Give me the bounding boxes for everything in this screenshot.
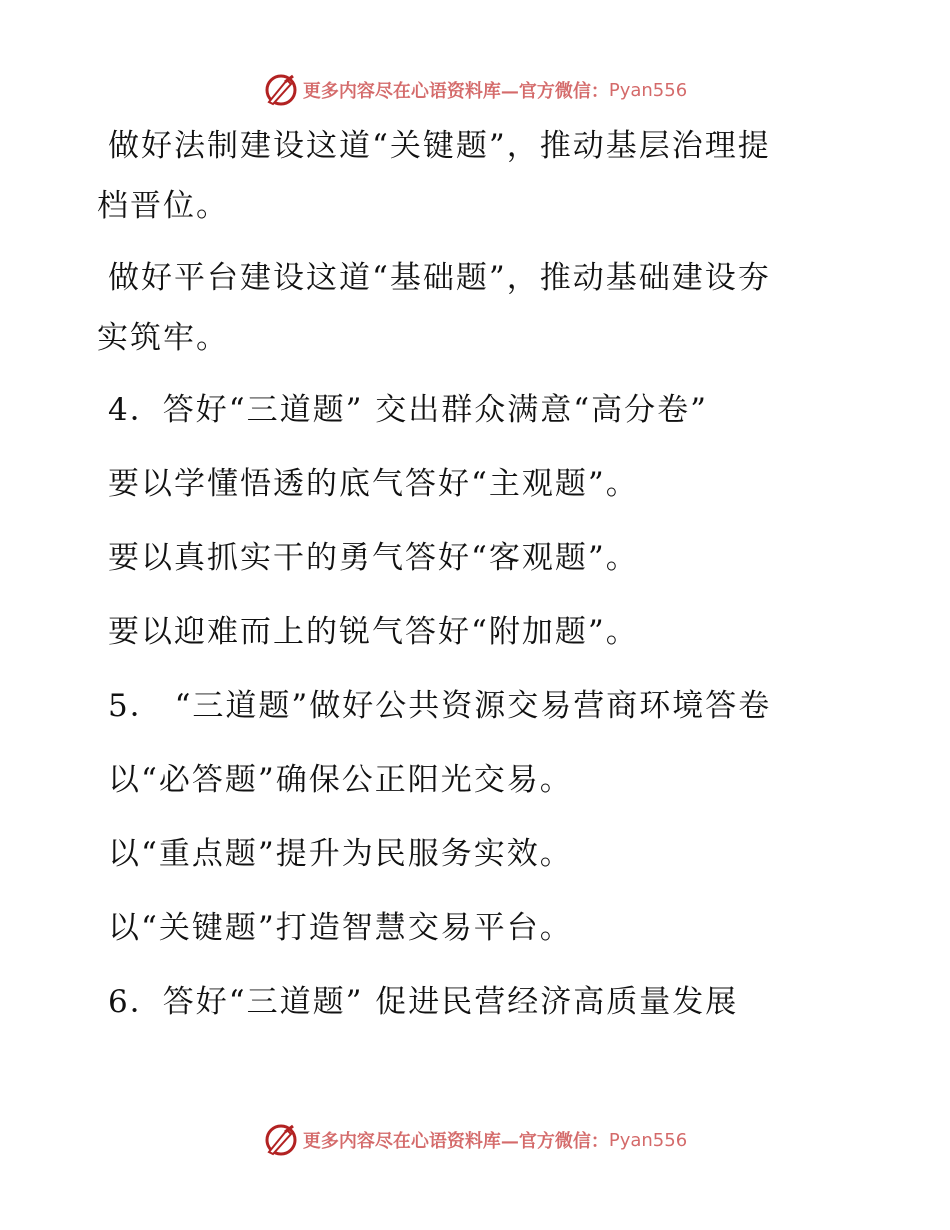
- body-line: 做好法制建设这道“关键题”，推动基层治理提: [108, 128, 771, 164]
- body-line: 要以学懂悟透的底气答好“主观题”。: [108, 466, 639, 502]
- watermark-banner-bottom: [0, 1120, 950, 1160]
- body-line: 以“必答题”确保公正阳光交易。: [108, 762, 573, 798]
- body-line: 以“关键题”打造智慧交易平台。: [108, 910, 573, 946]
- watermark-text: 更多内容尽在心语资料库—官方微信：: [302, 81, 609, 102]
- section-heading: 6．答好“三道题” 促进民营经济高质量发展: [108, 984, 739, 1020]
- quill-logo-icon: [263, 72, 299, 108]
- body-line: 要以真抓实干的勇气答好“客观题”。: [108, 540, 639, 576]
- watermark-text: 更多内容尽在心语资料库—官方微信：: [302, 1131, 609, 1152]
- watermark-wechat-id: Pyan556: [608, 79, 688, 101]
- watermark-banner-top: [0, 70, 950, 110]
- quill-logo-icon: [263, 1122, 299, 1158]
- body-line: 档晋位。: [97, 188, 229, 224]
- section-heading: 5． “三道题”做好公共资源交易营商环境答卷: [108, 688, 772, 724]
- section-heading: 4．答好“三道题” 交出群众满意“高分卷”: [108, 392, 708, 428]
- body-line: 实筑牢。: [97, 320, 229, 356]
- body-line: 以“重点题”提升为民服务实效。: [108, 836, 573, 872]
- body-line: 要以迎难而上的锐气答好“附加题”。: [108, 614, 639, 650]
- watermark-wechat-id: Pyan556: [608, 1129, 688, 1151]
- body-line: 做好平台建设这道“基础题”，推动基础建设夯: [108, 260, 771, 296]
